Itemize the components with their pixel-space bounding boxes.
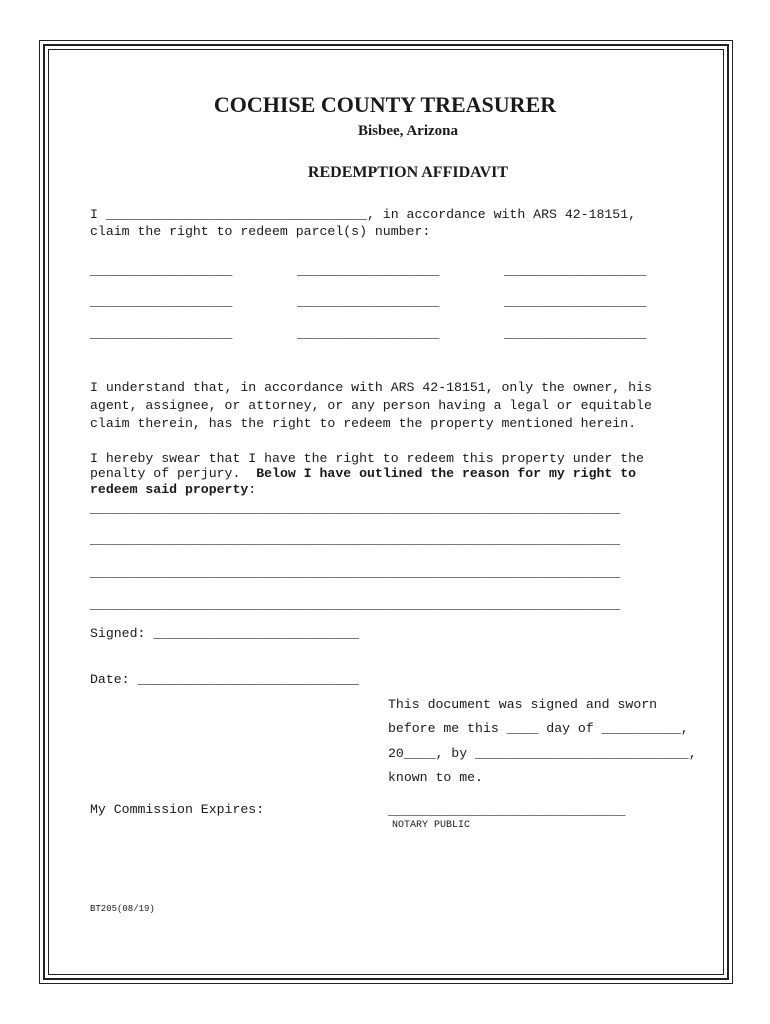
understand-line-1: I understand that, in accordance with ARS 42-18151, only the owner, his [90, 380, 652, 395]
intro-line-2: claim the right to redeem parcel(s) number: [90, 224, 431, 239]
parcel-number-field[interactable]: __________________ [90, 263, 233, 278]
swear-line-1: I hereby swear that I have the right to redeem this property under the [90, 451, 644, 466]
understand-line-2: agent, assignee, or attorney, or any person having a legal or equitable [90, 398, 652, 413]
reason-line[interactable]: ___________________________________________________________________ [90, 597, 621, 612]
parcel-number-field[interactable]: __________________ [297, 294, 440, 309]
parcel-number-field[interactable]: __________________ [90, 294, 233, 309]
parcel-number-field[interactable]: __________________ [504, 263, 647, 278]
notary-line-4: known to me. [388, 770, 483, 785]
swear-line-3-colon: : [248, 482, 257, 497]
reason-line[interactable]: ___________________________________________________________________ [90, 565, 621, 580]
notary-line-3[interactable]: 20____, by ___________________________, [388, 746, 697, 761]
document-title: COCHISE COUNTY TREASURER [213, 92, 557, 117]
reason-line[interactable]: ___________________________________________________________________ [90, 532, 621, 547]
parcel-number-field[interactable]: __________________ [297, 263, 440, 278]
intro-line-1[interactable]: I _________________________________, in accordance with ARS 42-18151, [90, 207, 637, 222]
swear-line-2-plain: penalty of perjury. [90, 466, 257, 481]
reason-line[interactable]: ___________________________________________________________________ [90, 501, 621, 516]
parcel-number-field[interactable]: __________________ [504, 326, 647, 341]
document-subtitle: Bisbee, Arizona [358, 123, 458, 139]
notary-line-1: This document was signed and sworn [388, 697, 658, 712]
notary-public-label: NOTARY PUBLIC [392, 820, 471, 831]
swear-line-2-bold: Below I have outlined the reason for my right to [256, 466, 637, 481]
commission-expires-label: My Commission Expires: [90, 802, 265, 817]
notary-signature-line[interactable]: ______________________________ [388, 803, 626, 818]
swear-line-3-bold: redeem said property [90, 482, 249, 497]
signed-field[interactable]: Signed: __________________________ [90, 626, 360, 641]
form-code: BT205(08/19) [90, 904, 155, 914]
date-field[interactable]: Date: ____________________________ [90, 672, 360, 687]
understand-line-3: claim therein, has the right to redeem the property mentioned herein. [90, 416, 637, 431]
notary-line-2[interactable]: before me this ____ day of __________, [388, 721, 689, 736]
parcel-number-field[interactable]: __________________ [90, 326, 233, 341]
swear-line-2 [90, 465, 636, 482]
swear-line-3 [90, 481, 256, 498]
parcel-number-field[interactable]: __________________ [297, 326, 440, 341]
form-heading: REDEMPTION AFFIDAVIT [307, 164, 509, 181]
parcel-number-field[interactable]: __________________ [504, 294, 647, 309]
